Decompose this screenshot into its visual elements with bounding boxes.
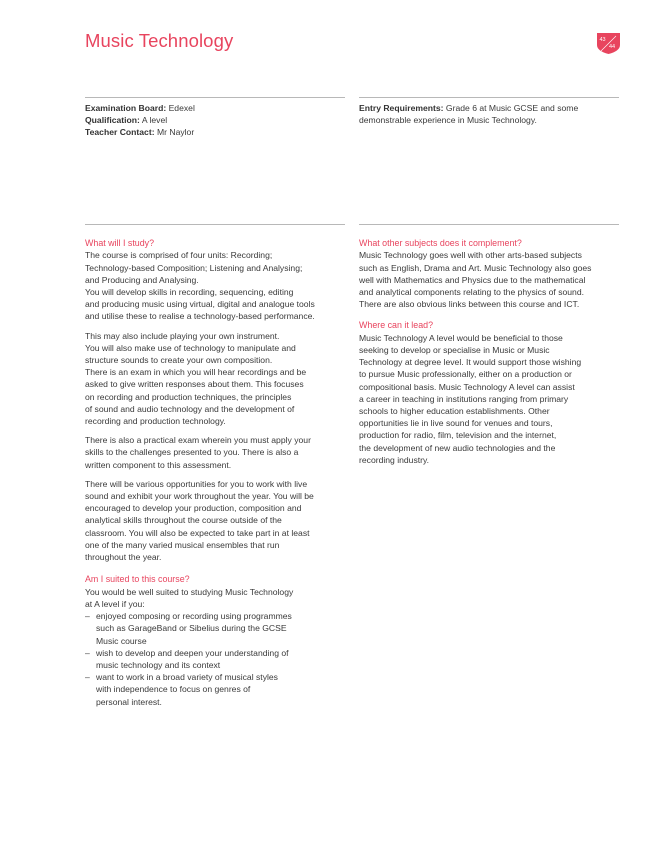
shield-icon	[597, 33, 620, 54]
teacher-contact-line: Teacher Contact: Mr Naylor	[85, 127, 195, 138]
divider-right-mid	[359, 224, 619, 225]
badge-page-top: 43	[599, 37, 606, 43]
suited-intro: You would be well suited to studying Music Technology at A level if you:	[85, 586, 294, 609]
lead-paragraph: Music Technology A level would be beneficial to those seeking to develop or specialise in Music or Music Technology at degree level. It would support those wishing to pursue Music professionally, either on a production or compositional basis. Music Technology A level can assist a career in teaching in institutions ranging from primary schools to higher education establishments. Other opportunities lie in live sound for venues and tours, production for radio, film, television and the internet, the development of new audio technologies and the recording industry.	[359, 332, 582, 465]
lead-heading: Where can it lead?	[359, 320, 433, 331]
list-item: – want to work in a broad variety of musical styles with independence to focus on genres of personal interest.	[85, 672, 278, 707]
right-column	[359, 237, 634, 473]
complement-paragraph: Music Technology goes well with other arts-based subjects such as English, Drama and Art. Music Technology also goes well with Mathematics and Physics due to the mathematical and analytical components relating to the physics of sound. There are also obvious links between this course and ICT.	[359, 250, 592, 310]
list-item: – enjoyed composing or recording using programmes such as GarageBand or Sibelius during the GCSE Music course	[85, 611, 292, 646]
page-title: Music Technology	[85, 30, 234, 51]
divider-left-mid	[85, 224, 345, 225]
list-item: – wish to develop and deepen your understanding of music technology and its context	[85, 647, 289, 670]
entry-requirements-line: Entry Requirements: Grade 6 at Music GCSE and some	[359, 103, 579, 113]
study-paragraph-1: The course is comprised of four units: Recording; Technology-based Composition; Listening and Analysing; and Producing and Analysing. You will develop skills in recording, sequencing, editing and producing music using virtual, digital and analogue tools and utilise these to realise a technology-based performance.	[85, 250, 315, 322]
badge-page-bottom: 44	[609, 44, 616, 50]
study-paragraph-2: This may also include playing your own instrument. You will also make use of technology to manipulate and structure sounds to create your own composition. There is an exam in which you will hear recordings and be asked to give written responses about them. This focuses on recording and production techniques, the principles of sound and audio technology and the development of recording and production technology.	[85, 330, 307, 427]
exam-board-line: Examination Board: Edexel	[85, 103, 195, 113]
info-right	[359, 102, 629, 126]
page-number-badge	[597, 33, 620, 54]
divider-left-top	[85, 97, 345, 98]
left-column	[85, 237, 355, 708]
entry-requirements-line-2: demonstrable experience in Music Technology.	[359, 115, 537, 126]
study-heading: What will I study?	[85, 238, 155, 248]
suited-heading: Am I suited to this course?	[85, 574, 190, 585]
divider-right-top	[359, 97, 619, 98]
info-left	[85, 102, 345, 139]
study-paragraph-3: There is also a practical exam wherein you must apply your skills to the challenges presented to you. There is also a written component to this assessment.	[85, 435, 311, 470]
study-paragraph-4: There will be various opportunities for you to work with live sound and exhibit your work throughout the year. You will be encouraged to develop your production, composition and analytical skills throughout the course outside of the classroom. You will also be expected to take part in at least one of the many varied musical ensembles that run throughout the year.	[85, 478, 314, 563]
complement-heading: What other subjects does it complement?	[359, 238, 522, 248]
qualification-line: Qualification: A level	[85, 115, 168, 126]
